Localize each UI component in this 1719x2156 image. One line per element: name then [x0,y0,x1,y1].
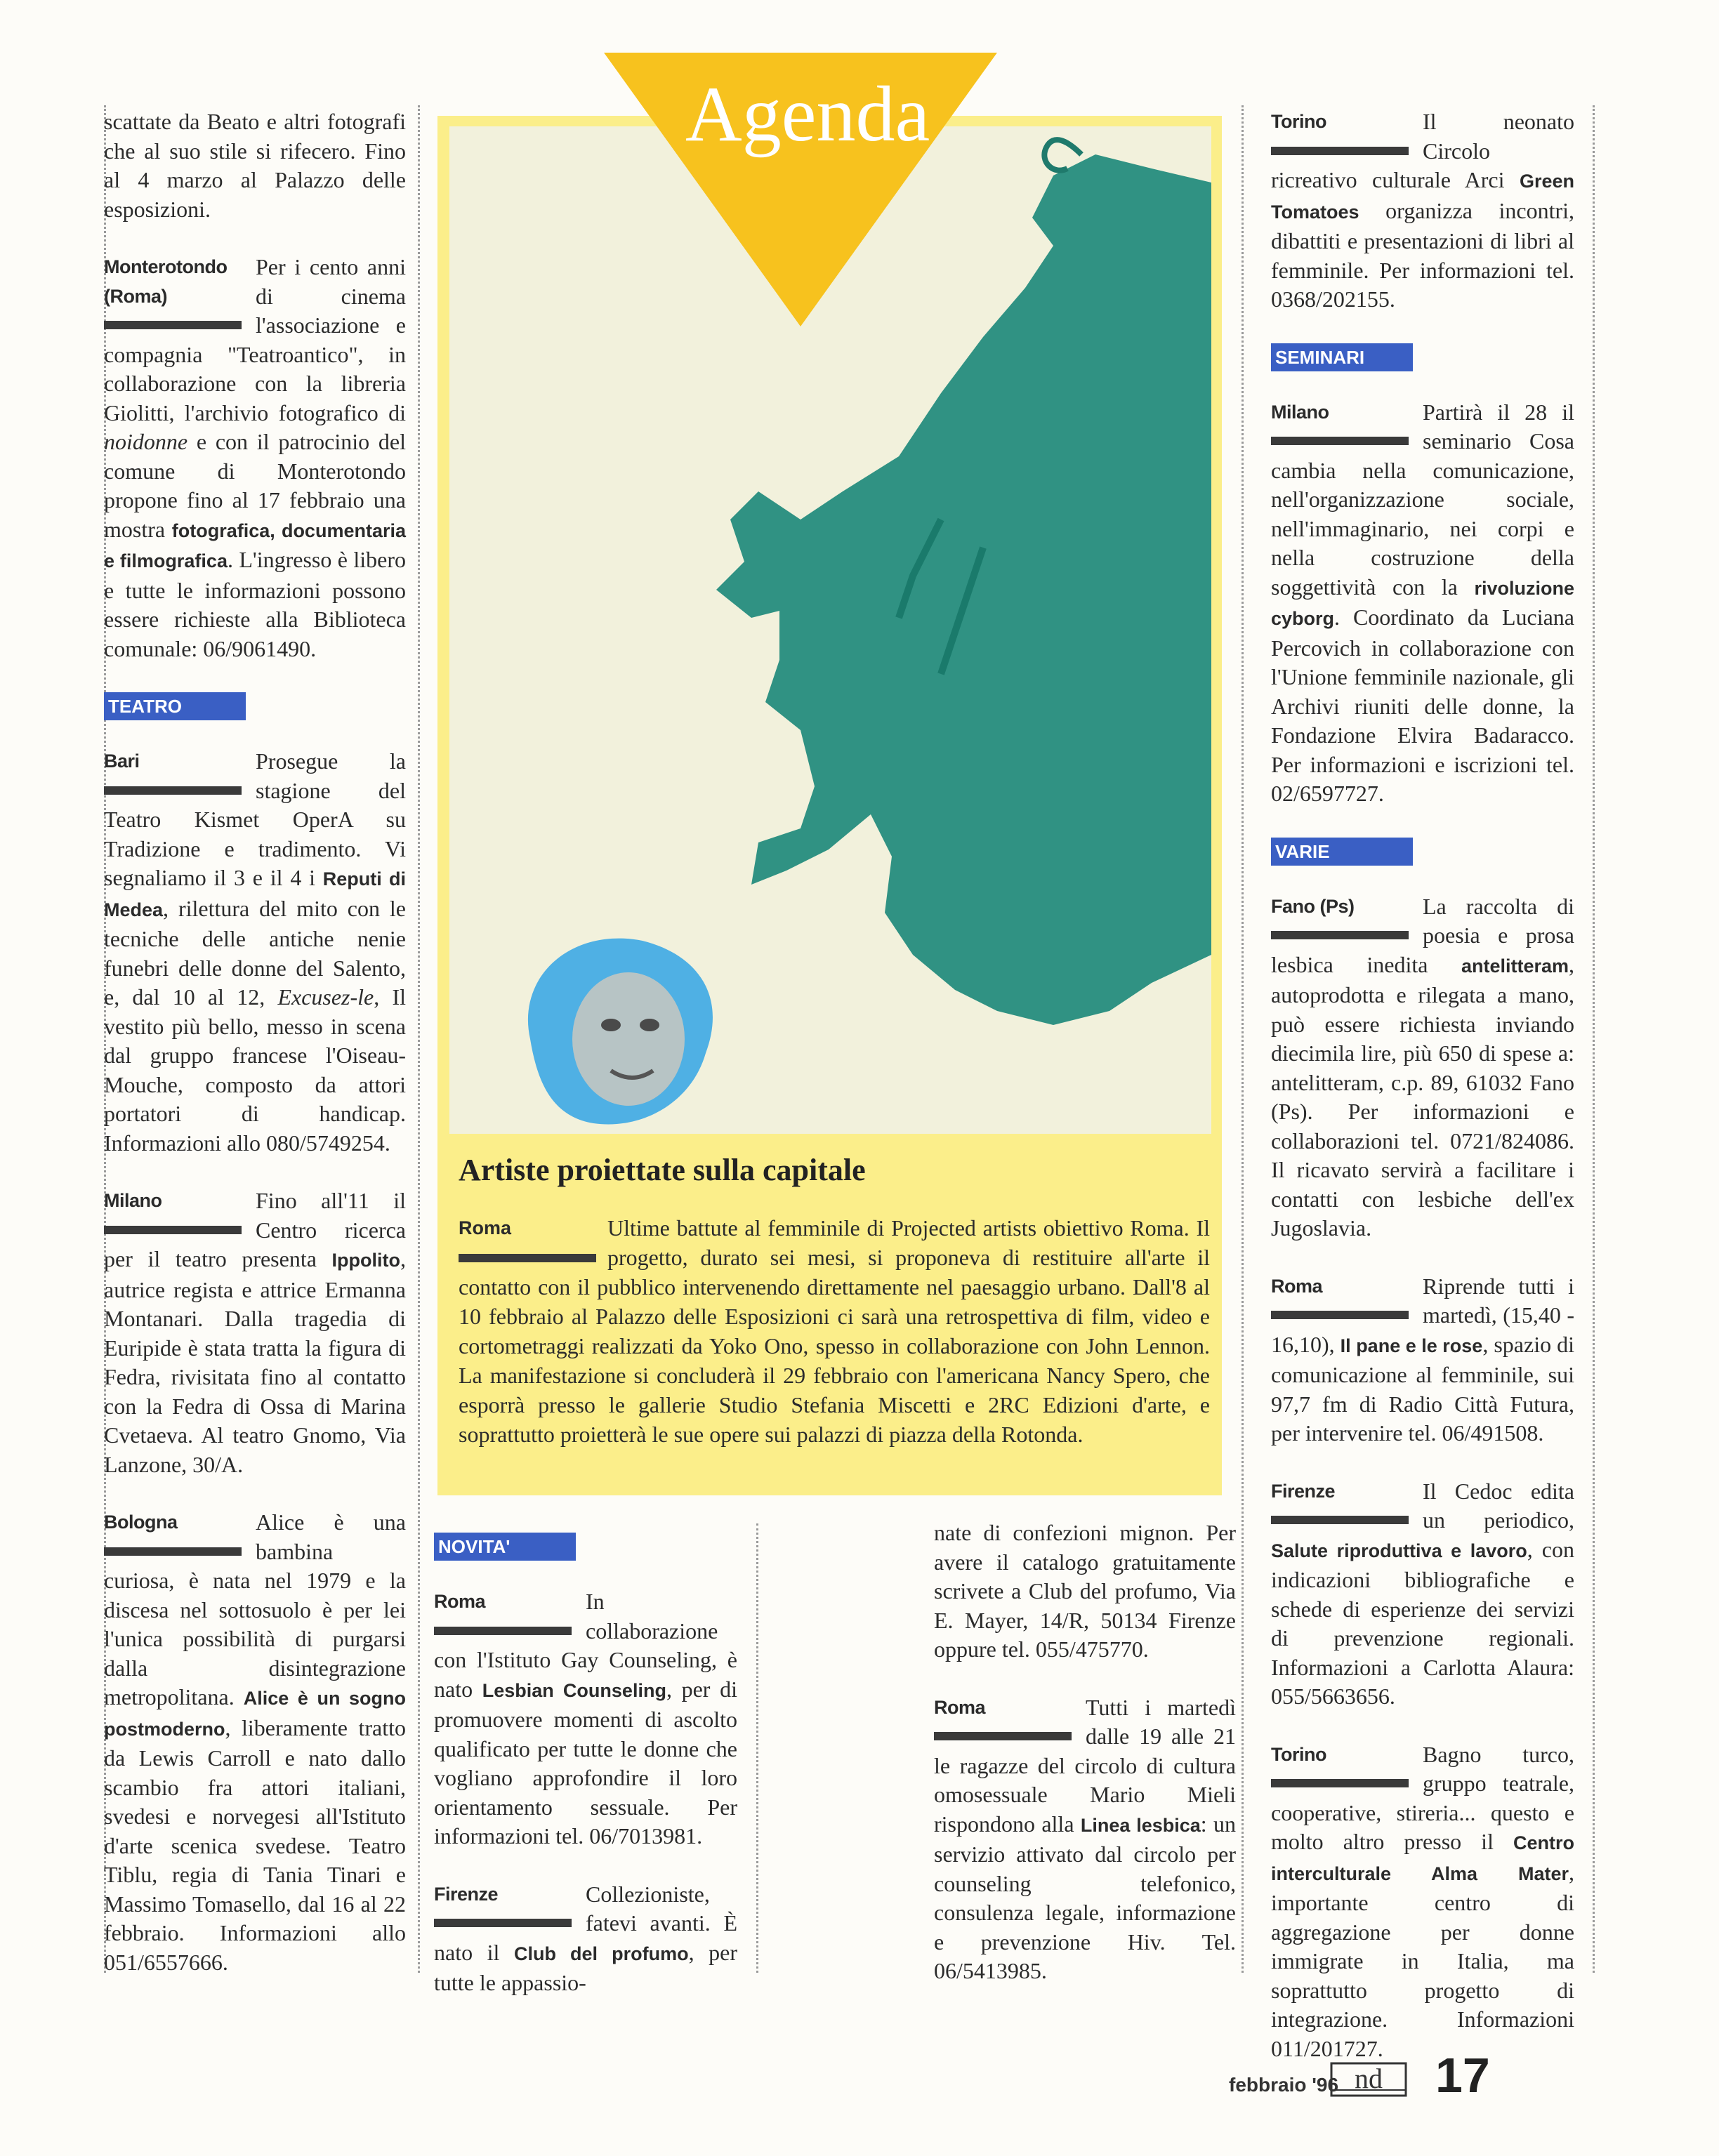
page-number: 17 [1435,2048,1490,2103]
listing-continuation: nate di confezioni mignon. Per avere il catalogo gratuitamente scrivete a Club del profumo, Via E. Mayer, 14/R, 50134 Firenze oppure tel. 055/475770. [934,1520,1236,1662]
column-1 [104,107,406,1982]
listing-roma: Roma Tutti i martedì dalle 19 alle 21 le ragazze del circolo di cultura omosessuale Mario Mieli rispondono alla Linea lesbica: un servizio attivato dal circolo per counseling telefonico, consulenza legale, informazione e prevenzione Hiv. Tel. 06/5413985. [934,1694,1237,1983]
agenda-header-triangle [604,53,997,326]
city-label: Monterotondo (Roma) [104,253,244,339]
column-rule [1242,105,1244,1973]
city-label: Milano [104,1186,244,1244]
column-2 [434,1533,738,1995]
listing-firenze: Firenze Collezioniste, fatevi avanti. È nato il Club del profumo, per tutte le appassio- [434,1881,738,1995]
listing-fano: Fano (Ps) La raccolta di poesia e prosa lesbica inedita antelitteram, autoprodotta e rilegata a mano, può essere richiesta inviando diecimila lire, più 650 di spese a: antelitteram, c.p. 89, 61032 Fano (Ps). Per informazioni e collaborazioni tel. 0721/824086. Il ricavato servirà a facilitare i contatti con lesbiche dell'ex Jugoslavia. [1271,893,1574,1241]
city-label: Bari [104,747,244,805]
city-label: Fano (Ps) [1271,892,1411,950]
listing-milano: Milano Partirà il 28 il seminario Cosa cambia nella comunicazione, nell'organizzazione sociale, nell'immaginario, nei corpi e nella costruzione della soggettività con la rivoluzione cyborg. Coordinato da Luciana Percovich in collaborazione con l'Unione femminile nazionale, gli Archivi riuniti delle donne, la Fondazione Elvira Badaracco. Per informazioni e iscrizioni tel. 02/6597727. [1271,399,1574,806]
listing-torino: Torino Il neonato Circolo ricreativo culturale Arci Green Tomatoes organizza incontri, dibattiti e presentazioni di libri al femminile. Per informazioni tel. 0368/202155. [1271,109,1574,312]
listing-torino: Torino Bagno turco, gruppo teatrale, cooperative, stireria... questo e molto altro presso il Centro interculturale Alma Mater, importante centro di aggregazione per donne immigrate in Italia, ma soprattutto progetto di integrazione. Informazioni 011/201727. [1271,1741,1574,2061]
intro-paragraph: scattate da Beato e altri fotografi che al suo stile si rifecero. Fino al 4 marzo al Palazzo delle esposizioni. [104,109,406,222]
listing-monterotondo: Monterotondo (Roma) Per i cento anni di cinema l'associazione e compagnia "Teatroantico", in collaborazione con la libreria Giolitti, l'archivio fotografico di noidonne e con il patrocinio del comune di Monterotondo propone fino al 17 febbraio una mostra fotografica, documentaria e filmografica. L'ingresso è libero e tutte le informazioni possono essere richieste alla Biblioteca comunale: 06/9061490. [104,254,406,661]
section-tab-varie: VARIE [1271,838,1413,866]
listing-bari: Bari Prosegue la stagione del Teatro Kismet OperA su Tradizione e tradimento. Vi segnaliamo il 3 e il 4 i Reputi di Medea, rilettura del mito con le tecniche delle antiche nenie funebri delle donne del Salento, e, dal 10 al 12, Excusez-le, Il vestito più bello, messo in scena dal gruppo francese l'Oiseau-Mouche, composto da attori portatori di handicap. Informazioni allo 080/5749254. [104,748,407,1156]
listing-roma: Roma Riprende tutti i martedì, (15,40 - 16,10), Il pane e le rose, spazio di comunicazione al femminile, sui 97,7 fm di Radio Città Futura, per intervenire tel. 06/491508. [1271,1273,1574,1446]
listing-roma: Roma In collaborazione con l'Istituto Gay Counseling, è nato Lesbian Counseling, per di promuovere momenti di ascolto qualificato per tutte le donne che vogliano approfondire il loro orientamento sessuale. Per informazioni tel. 06/7013981. [434,1589,737,1849]
column-rule [1593,105,1595,1973]
section-tab-seminari: SEMINARI [1271,343,1413,371]
city-label: Roma [434,1587,574,1645]
issue-date: febbraio '96 [1229,2074,1339,2096]
column-3 [934,1519,1236,1989]
city-label: Roma [459,1213,596,1269]
city-label: Torino [1271,1740,1411,1798]
city-label: Roma [934,1693,1074,1751]
feature-body: Roma Ultime battute al femminile di Projected artists obiettivo Roma. Il progetto, durato sei mesi, si proponeva di restituire all'arte il contatto con il pubblico intervenendo direttamente nel paesaggio urbano. Dall'8 al 10 febbraio al Palazzo delle Esposizioni ci sarà una retrospettiva di film, video e cortometraggi realizzati da Yoko Ono, spesso in collaborazione con John Lennon. La manifestazione si concluderà il 29 febbraio con l'americana Nancy Spero, che esporrà presso le gallerie Studio Stefania Miscetti e 2RC Edizioni d'arte, e soprattutto proietterà le sue opere sui palazzi di piazza della Rotonda. [459,1213,1210,1449]
section-tab-novita: NOVITA' [434,1533,576,1561]
section-title: Agenda [685,71,930,158]
listing-milano: Milano Fino all'11 il Centro ricerca per il teatro presenta Ippolito, autrice regista e attrice Ermanna Montanari. Dalla tragedia di Euripide è stata tratta la figura di Fedra, rivisitata fino al contatto con la Fedra di Ossa di Marina Cvetaeva. Al teatro Gnomo, Via Lanzone, 30/A. [104,1188,406,1477]
city-label: Torino [1271,107,1411,165]
feature-title: Artiste proiettate sulla capitale [459,1153,866,1187]
city-label: Milano [1271,398,1411,456]
city-label: Firenze [434,1880,574,1938]
column-rule [756,1523,758,1973]
city-label: Bologna [104,1508,244,1566]
column-4 [1271,107,1575,2061]
listing-firenze: Firenze Il Cedoc edita un periodico, Salute riproduttiva e lavoro, con indicazioni bibliografiche e schede di esperienze dei servizi di prevenzione regionali. Informazioni a Carlotta Alaura: 055/5663656. [1271,1478,1575,1709]
city-label: Roma [1271,1272,1411,1330]
city-label: Firenze [1271,1477,1411,1535]
logo-text: nd [1355,2063,1383,2094]
magazine-logo [1330,2062,1407,2097]
listing-bologna: Bologna Alice è una bambina curiosa, è nata nel 1979 e la discesa nel sottosuolo è per lei l'unica possibilità di purgarsi dalla disintegrazione metropolitana. Alice è un sogno postmoderno, liberamente tratto da Lewis Carroll e nato dallo scambio fra attori italiani, svedesi e norvegesi all'Istituto d'arte scenica svedese. Teatro Tiblu, regia di Tania Tinari e Massimo Tomasello, dal 16 al 22 febbraio. Informazioni allo 051/6557666. [104,1509,406,1975]
section-tab-teatro: TEATRO [104,692,246,720]
column-rule [418,105,420,1973]
